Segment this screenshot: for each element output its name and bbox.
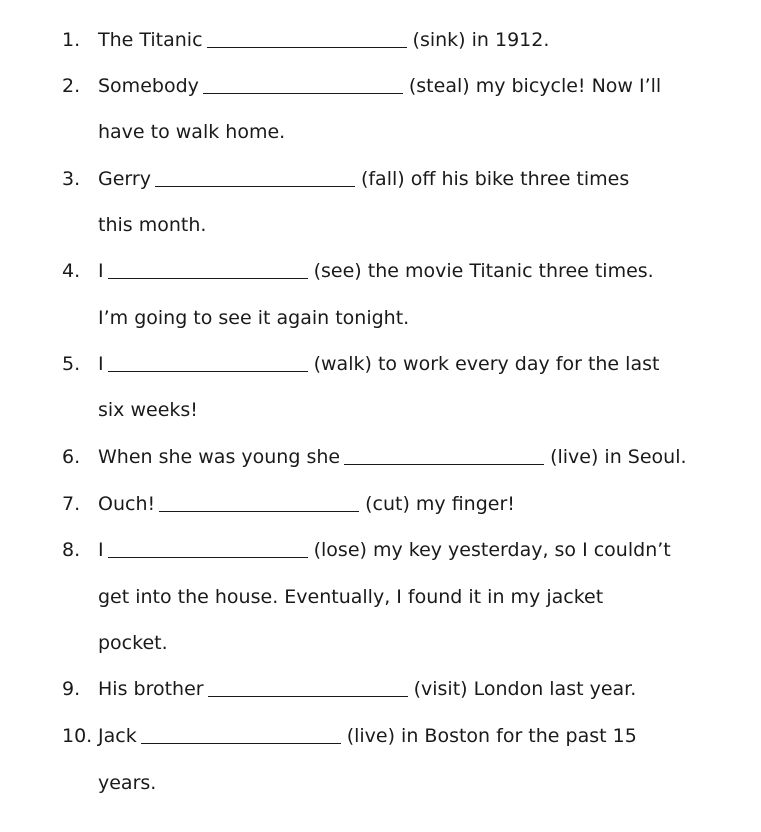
item-sentence [98, 346, 659, 382]
answer-blank[interactable] [207, 46, 407, 48]
sentence-continuation: have to walk home. [98, 121, 286, 143]
sentence-start: I [98, 539, 104, 561]
exercise-item-9 [0, 671, 761, 707]
item-number: 2. [62, 75, 81, 97]
item-number: 7. [62, 493, 81, 515]
sentence-end: (visit) London last year. [413, 678, 637, 700]
exercise-item-6 [0, 439, 761, 475]
exercise-item-8 [0, 532, 761, 568]
sentence-end: (live) in Seoul. [550, 446, 687, 468]
sentence-start: When she was young she [98, 446, 341, 468]
answer-blank[interactable] [344, 463, 544, 465]
sentence-continuation: this month. [98, 214, 207, 236]
exercise-item-7 [0, 486, 761, 522]
item-number: 6. [62, 446, 81, 468]
exercise-item-10-continuation [0, 765, 761, 801]
item-number: 8. [62, 539, 81, 561]
exercise-item-4 [0, 253, 761, 289]
exercise-item-8-continuation [0, 579, 761, 615]
sentence-start: His brother [98, 678, 204, 700]
sentence-continuation: get into the house. Eventually, I found it in my jacket [98, 586, 604, 608]
answer-blank[interactable] [159, 510, 359, 512]
answer-blank[interactable] [203, 92, 403, 94]
sentence-continuation: pocket. [98, 632, 168, 654]
answer-blank[interactable] [108, 277, 308, 279]
item-number: 9. [62, 678, 81, 700]
sentence-end: (walk) to work every day for the last [313, 353, 660, 375]
sentence-end: (see) the movie Titanic three times. [313, 260, 654, 282]
exercise-item-2-continuation [0, 114, 761, 150]
item-sentence [98, 253, 654, 289]
sentence-end: (sink) in 1912. [412, 29, 550, 51]
item-sentence [98, 671, 636, 707]
item-number: 5. [62, 353, 81, 375]
exercise-item-2 [0, 68, 761, 104]
item-sentence [98, 718, 637, 754]
sentence-end: (fall) off his bike three times [360, 168, 630, 190]
item-number: 10. [62, 725, 93, 747]
exercise-item-8-continuation-2 [0, 625, 761, 661]
answer-blank[interactable] [108, 370, 308, 372]
sentence-end: (lose) my key yesterday, so I couldn’t [313, 539, 671, 561]
item-sentence [98, 22, 549, 58]
sentence-continuation: I’m going to see it again tonight. [98, 307, 410, 329]
item-sentence [98, 161, 629, 197]
sentence-start: The Titanic [98, 29, 203, 51]
sentence-continuation: years. [98, 772, 157, 794]
sentence-start: Ouch! [98, 493, 156, 515]
exercise-item-5-continuation [0, 392, 761, 428]
item-number: 1. [62, 29, 81, 51]
sentence-start: Jack [98, 725, 137, 747]
answer-blank[interactable] [208, 695, 408, 697]
item-sentence [98, 439, 687, 475]
sentence-end: (live) in Boston for the past 15 [346, 725, 637, 747]
answer-blank[interactable] [108, 556, 308, 558]
answer-blank[interactable] [155, 185, 355, 187]
sentence-continuation: six weeks! [98, 399, 198, 421]
sentence-end: (steal) my bicycle! Now I’ll [408, 75, 662, 97]
exercise-item-5 [0, 346, 761, 382]
exercise-item-4-continuation [0, 300, 761, 336]
answer-blank[interactable] [141, 742, 341, 744]
exercise-item-10 [0, 718, 761, 754]
item-sentence [98, 486, 515, 522]
item-number: 4. [62, 260, 81, 282]
sentence-start: I [98, 353, 104, 375]
exercise-item-3 [0, 161, 761, 197]
sentence-end: (cut) my finger! [365, 493, 515, 515]
sentence-start: I [98, 260, 104, 282]
exercise-item-3-continuation [0, 207, 761, 243]
sentence-start: Gerry [98, 168, 151, 190]
exercise-item-1 [0, 22, 761, 58]
sentence-start: Somebody [98, 75, 199, 97]
item-sentence [98, 68, 661, 104]
item-sentence [98, 532, 671, 568]
item-number: 3. [62, 168, 81, 190]
